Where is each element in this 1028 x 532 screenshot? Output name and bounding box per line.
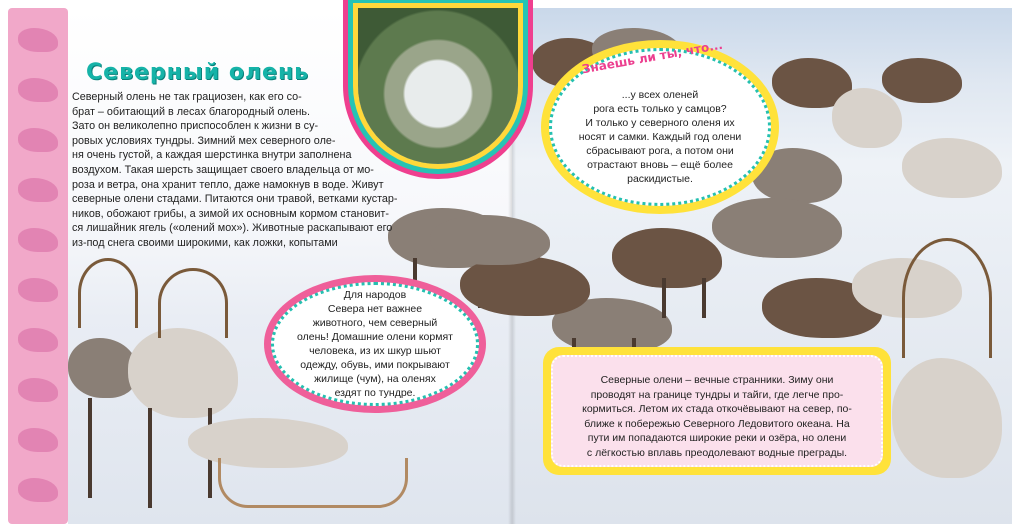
card-line: Северные олени – вечные странники. Зиму они	[600, 374, 834, 386]
bubble-line: Для народов	[343, 289, 407, 301]
intro-line: Зато он великолепно приспособлен к жизни в су-	[72, 120, 319, 133]
fact-line: ...у всех оленей	[621, 89, 699, 101]
bubble-line: олень! Домашние олени кормят	[297, 331, 453, 343]
bubble-line: жилище (чум), на оленях	[314, 373, 436, 385]
fact-line: отрастают вновь – ещё более	[587, 159, 733, 171]
animal-silhouette-strip	[8, 8, 68, 524]
card-line: проводят на границе тундры и тайги, где легче про-	[590, 388, 844, 401]
intro-line: ся лишайник ягель («олений мох»). Животные раскапывают его	[72, 222, 393, 235]
bubble-line: ездят по тундре.	[334, 387, 416, 399]
intro-paragraph	[72, 90, 402, 251]
card-line: пути им попадаются широкие реки и озёра, но олени	[587, 432, 847, 445]
bubble-line: животного, чем северный	[312, 317, 438, 329]
card-line: с лёгкостью вплавь преодолевают водные преграды.	[586, 446, 848, 459]
bubble-line: Севера нет важнее	[327, 303, 423, 315]
page-title: Северный олень	[86, 60, 310, 85]
intro-line: ровых условиях тундры. Зимний мех северного оле-	[72, 134, 336, 147]
bubble-line: человека, из их шкур шьют	[309, 345, 441, 357]
fact-line: рога есть только у самцов?	[593, 103, 727, 115]
intro-line: Северный олень не так грациозен, как его со-	[72, 91, 302, 103]
card-line: ближе к побережью Северного Ледовитого океана. На	[584, 417, 850, 430]
intro-line: брат – обитающий в лесах благородный олень.	[72, 105, 311, 118]
did-you-know-heading: Знаешь ли ты, что...	[580, 37, 724, 77]
intro-line: роза и ветра, она хранит тепло, даже намокнув в воде. Живут	[72, 178, 384, 191]
intro-line: из-под снега своими широкими, как ложки, копытами	[72, 236, 338, 249]
wanderers-card	[543, 347, 891, 475]
intro-line: ников, обожают грибы, а зимой их основным кормом становит-	[72, 207, 389, 220]
intro-line: воздухом. Такая шерсть защищает своего владельца от мо-	[72, 163, 374, 176]
north-peoples-bubble	[264, 275, 486, 413]
intro-line: северные олени стадами. Питаются они травой, ветками кустар-	[72, 193, 398, 206]
did-you-know-bubble	[541, 37, 779, 214]
intro-line: ня очень густой, а каждая шерстинка внутри заполнена	[72, 149, 352, 162]
fact-line: раскидистые.	[627, 173, 693, 185]
fact-line: носят и самки. Каждый год олени	[578, 131, 742, 143]
card-line: кормиться. Летом их стада откочёвывают на север, по-	[582, 403, 852, 416]
bubble-line: одежду, обувь, ими покрывают	[300, 359, 450, 371]
fact-line: И только у северного оленя их	[585, 117, 735, 129]
fact-line: сбрасывают рога, а потом они	[586, 145, 734, 157]
